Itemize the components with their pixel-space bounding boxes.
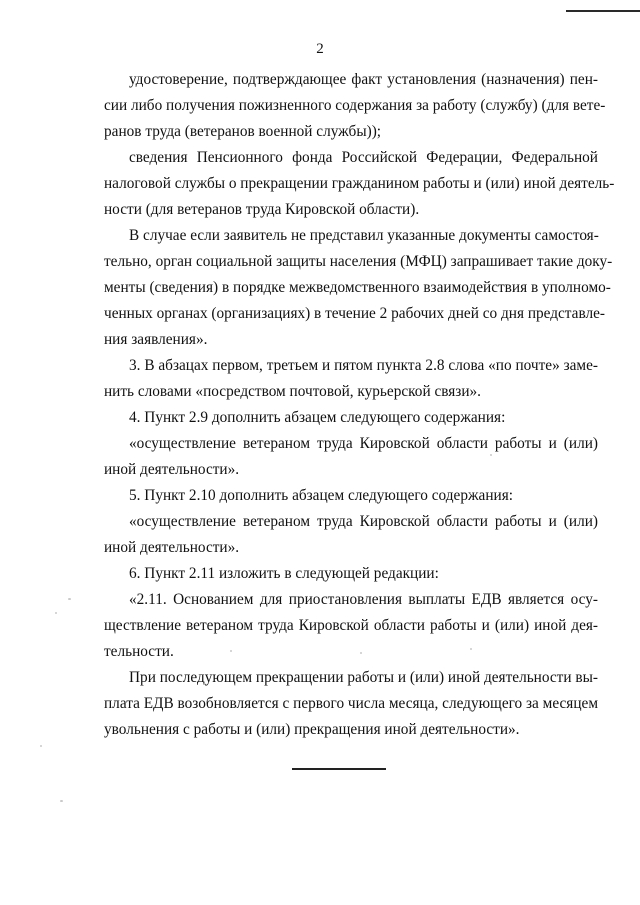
text-line: налоговой службы о прекращении гражданином работы и (или) иной деятель- (104, 175, 615, 192)
text-line: плата ЕДВ возобновляется с первого числа месяца, следующего за месяцем (104, 695, 598, 712)
text-line: сии либо получения пожизненного содержания за работу (службу) (для вете- (104, 97, 606, 114)
text-line: иной деятельности». (104, 539, 240, 556)
text-line: тельности. (104, 643, 174, 660)
scan-speck (40, 745, 42, 747)
end-separator-line (292, 768, 386, 770)
text-line: «осуществление ветераном труда Кировской области работы и (или) (129, 435, 598, 452)
scan-speck (60, 800, 63, 802)
text-line: ченных органах (организациях) в течение 2 рабочих дней со дня представле- (104, 305, 606, 322)
text-line: «осуществление ветераном труда Кировской области работы и (или) (129, 513, 598, 530)
text-line: ния заявления». (104, 331, 208, 348)
text-line: тельно, орган социальной защиты населения (МФЦ) запрашивает такие доку- (104, 253, 613, 270)
text-line: 6. Пункт 2.11 изложить в следующей редакции: (129, 565, 439, 582)
scan-speck (230, 650, 232, 652)
text-line: 4. Пункт 2.9 дополнить абзацем следующего содержания: (129, 409, 506, 426)
text-line: В случае если заявитель не представил указанные документы самостоя- (129, 227, 599, 244)
text-line: сведения Пенсионного фонда Российской Федерации, Федеральной (129, 149, 598, 166)
text-line: удостоверение, подтверждающее факт установления (назначения) пен- (129, 71, 598, 88)
text-line: ществление ветераном труда Кировской области работы и (или) иной дея- (104, 617, 598, 634)
text-line: менты (сведения) в порядке межведомственного взаимодействия в уполномо- (104, 279, 611, 296)
text-line: увольнения с работы и (или) прекращения иной деятельности». (104, 721, 520, 738)
scan-speck (55, 612, 57, 614)
text-line: ности (для ветеранов труда Кировской области). (104, 201, 420, 218)
text-line: нить словами «посредством почтовой, курьерской связи». (104, 383, 481, 400)
text-line: ранов труда (ветеранов военной службы)); (104, 123, 382, 140)
text-line: 3. В абзацах первом, третьем и пятом пункта 2.8 слова «по почте» заме- (129, 357, 598, 374)
scan-speck (470, 648, 472, 650)
scan-speck (490, 454, 492, 456)
scan-speck (360, 652, 362, 654)
page-number: 2 (316, 41, 324, 57)
scan-edge-line (566, 10, 640, 12)
text-line: 5. Пункт 2.10 дополнить абзацем следующего содержания: (129, 487, 513, 504)
scan-speck (68, 598, 71, 600)
text-line: При последующем прекращении работы и (или) иной деятельности вы- (129, 669, 598, 686)
text-line: «2.11. Основанием для приостановления выплаты ЕДВ является осу- (129, 591, 598, 608)
text-line: иной деятельности». (104, 461, 240, 478)
